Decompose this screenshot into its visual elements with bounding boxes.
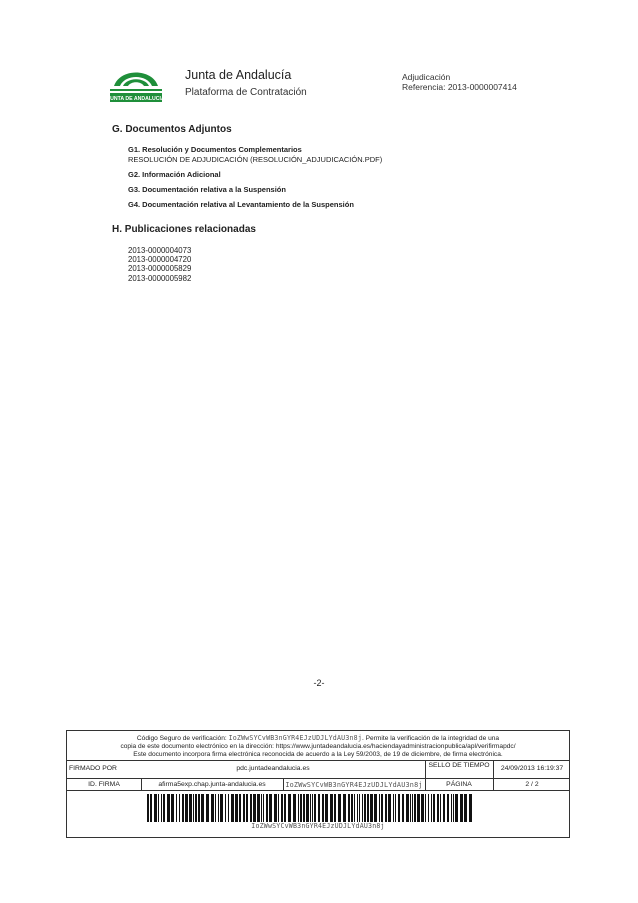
related-publications-list	[128, 246, 191, 283]
list-item: 2013-0000005829	[128, 264, 192, 274]
signature-box	[66, 730, 570, 838]
list-item: 2013-0000004073	[128, 246, 192, 255]
verification-code: IoZWwSYCvWB3nGYR4EJzUDJLYdAU3n8j	[228, 734, 362, 742]
platform-name: Plataforma de Contratación	[185, 87, 307, 98]
verification-note: . Permite la verificación de la integridad de una	[362, 735, 500, 742]
junta-andalucia-logo	[106, 62, 166, 104]
g2-title: G2. Información Adicional	[128, 170, 221, 179]
g4-title: G4. Documentación relativa al Levantamiento de la Suspensión	[128, 200, 354, 209]
verification-label: Código Seguro de verificación:	[136, 735, 227, 742]
g1-title: G1. Resolución y Documentos Complementarios	[128, 145, 302, 154]
verification-line-1	[67, 734, 569, 742]
organization-name: Junta de Andalucía	[185, 68, 292, 82]
signature-id-code: IoZWwSYCvWB3nGYR4EJzUDJLYdAU3n8j	[285, 781, 423, 789]
g1-attachment: RESOLUCIÓN DE ADJUDICACIÓN (RESOLUCIÓN_ADJUDICACIÓN.PDF)	[128, 155, 383, 164]
document-type: Adjudicación	[402, 72, 451, 82]
section-g-title: G. Documentos Adjuntos	[112, 124, 232, 135]
section-h-title: H. Publicaciones relacionadas	[112, 224, 256, 235]
signature-id-value: afirma5exp.chap.junta-andalucia.es	[158, 781, 266, 788]
list-item: 2013-0000005982	[128, 273, 192, 283]
list-item: 2013-0000004720	[128, 255, 192, 265]
document-reference: Referencia: 2013-0000007414	[402, 82, 517, 92]
g3-title: G3. Documentación relativa a la Suspensión	[128, 185, 286, 194]
page-value: 2 / 2	[525, 781, 539, 788]
timestamp-value: 24/09/2013 16:19:37	[500, 765, 564, 772]
svg-text:JUNTA DE ANDALUCIA: JUNTA DE ANDALUCIA	[107, 96, 165, 102]
page-label: PÁGINA	[446, 781, 472, 788]
signed-by-value: pdc.juntadeandalucia.es	[236, 765, 310, 772]
barcode	[147, 794, 472, 822]
signed-by-label: FIRMADO POR	[69, 765, 117, 772]
verification-line-2: copia de este documento electrónico en la dirección: https://www.juntadeandalucia.es/haciendayadministracionpublica/apl/verifirmapdc/	[120, 743, 516, 750]
page-number: -2-	[313, 678, 325, 688]
verification-line-3: Este documento incorpora firma electrónica reconocida de acuerdo a la Ley 59/2003, de 19 de diciembre, de firma electrónica.	[133, 751, 503, 758]
barcode-code: IoZWwSYCvWB3nGYR4EJzUDJLYdAU3n8j	[251, 822, 385, 830]
signature-id-label: ID. FIRMA	[88, 781, 120, 788]
timestamp-label: SELLO DE TIEMPO	[428, 762, 490, 769]
